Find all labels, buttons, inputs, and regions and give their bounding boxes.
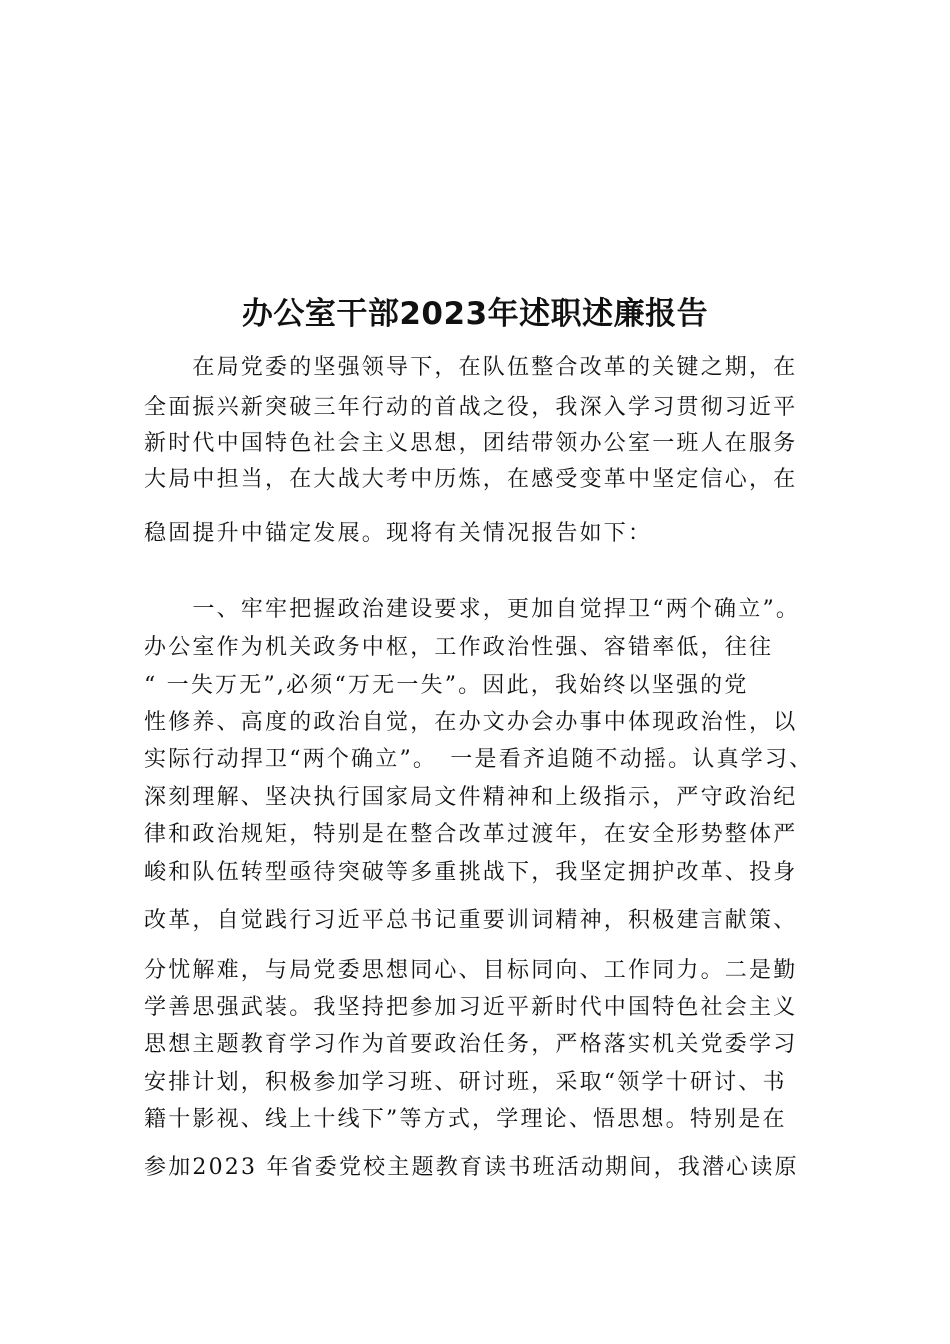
intro-line-2: 全面振兴新突破三年行动的首战之役，我深入学习贯彻习近平 (144, 395, 798, 420)
section-line-7: 律和政治规矩，特别是在整合改革过渡年，在安全形势整体严 (144, 822, 798, 847)
document-title: 办公室干部2023年述职述廉报告 (241, 296, 709, 332)
section-line-14: 籍十影视、线上十线下”等方式，学理论、悟思想。特别是在 (144, 1107, 787, 1132)
intro-line-4: 大局中担当，在大战大考中历炼，在感受变革中坚定信心，在 (144, 467, 798, 492)
section-line-15: 参加2023 年省委党校主题教育读书班活动期间，我潜心读原 (144, 1155, 799, 1180)
section-line-13: 安排计划，积极参加学习班、研讨班，采取“领学十研讨、书 (144, 1070, 787, 1095)
section-line-9: 改革，自觉践行习近平总书记重要训词精神，积极建言献策、 (144, 908, 798, 933)
section-line-6: 深刻理解、坚决执行国家局文件精神和上级指示，严守政治纪 (144, 785, 798, 810)
intro-line-3: 新时代中国特色社会主义思想，团结带领办公室一班人在服务 (144, 431, 798, 456)
section-line-5: 实际行动捍卫“两个确立”。 一是看齐追随不动摇。认真学习、 (144, 747, 814, 772)
section-line-4: 性修养、高度的政治自觉，在办文办会办事中体现政治性，以 (144, 710, 798, 735)
section-line-10: 分忧解难，与局党委思想同心、目标同向、工作同力。二是勤 (144, 958, 798, 983)
section-line-8: 峻和队伍转型亟待突破等多重挑战下，我坚定拥护改革、投身 (144, 860, 798, 885)
intro-line-1: 在局党委的坚强领导下，在队伍整合改革的关键之期，在 (144, 355, 798, 380)
section-line-2: 办公室作为机关政务中枢，工作政治性强、容错率低，往往 (144, 635, 774, 660)
intro-line-5: 稳固提升中锚定发展。现将有关情况报告如下： (144, 521, 653, 546)
section-line-3: “ 一失万无”,必须“万无一失”。因此，我始终以坚强的党 (144, 673, 749, 698)
section-line-11: 学善思强武装。我坚持把参加习近平新时代中国特色社会主义 (144, 995, 798, 1020)
section-line-1: 一、牢牢把握政治建设要求，更加自觉捍卫“两个确立”。 (144, 597, 801, 622)
section-line-12: 思想主题教育学习作为首要政治任务，严格落实机关党委学习 (144, 1032, 798, 1057)
